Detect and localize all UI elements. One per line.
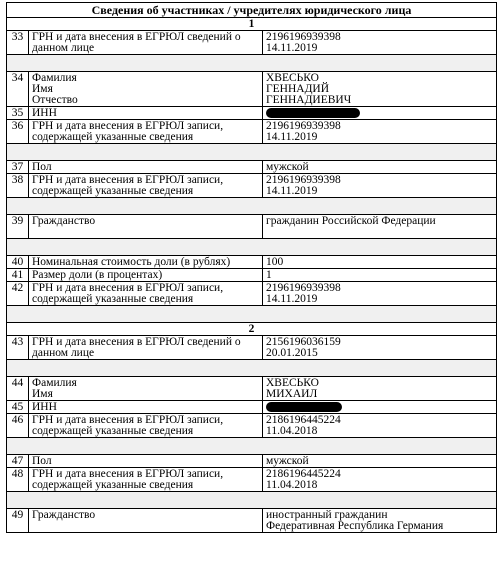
field-name-line: Гражданство — [32, 215, 96, 227]
row-number: 33 — [7, 31, 29, 55]
table-row — [7, 401, 497, 414]
field-name — [29, 120, 263, 144]
table-row — [7, 215, 497, 239]
field-name — [29, 401, 263, 414]
field-name — [29, 72, 263, 107]
field-value-line: 2196196939398 — [266, 174, 341, 186]
redaction-mark — [266, 402, 342, 412]
table-row — [7, 107, 497, 120]
field-value-line: 2196196939398 — [266, 282, 341, 294]
row-number: 34 — [7, 72, 29, 107]
table-row — [7, 282, 497, 306]
field-value-line: 2186196445224 — [266, 468, 341, 480]
field-name-line: ИНН — [32, 107, 57, 119]
row-number: 38 — [7, 174, 29, 198]
field-value — [263, 282, 497, 306]
field-name — [29, 455, 263, 468]
spacer-cell — [7, 438, 497, 455]
field-value — [263, 120, 497, 144]
field-name — [29, 107, 263, 120]
field-value-line: гражданин Российской Федерации — [266, 215, 436, 227]
field-value — [263, 401, 497, 414]
field-value — [263, 174, 497, 198]
field-value — [263, 414, 497, 438]
field-value-line: мужской — [266, 161, 309, 173]
table-row — [7, 256, 497, 269]
field-name — [29, 256, 263, 269]
field-value-line: 14.11.2019 — [266, 293, 318, 305]
row-number: 44 — [7, 377, 29, 401]
field-name-line: ГРН и дата внесения в ЕГРЮЛ записи, — [32, 282, 224, 294]
table-row — [7, 120, 497, 144]
row-separator — [7, 492, 497, 509]
spacer-cell — [7, 492, 497, 509]
field-name — [29, 377, 263, 401]
field-name — [29, 468, 263, 492]
table-row — [7, 336, 497, 360]
table-row — [7, 161, 497, 174]
field-value-line: 11.04.2018 — [266, 425, 318, 437]
table-row — [7, 31, 497, 55]
field-name — [29, 161, 263, 174]
row-separator — [7, 239, 497, 256]
field-name-line: содержащей указанные сведения — [32, 479, 194, 491]
field-name — [29, 282, 263, 306]
egrul-participants-document — [6, 2, 496, 533]
field-name-line: Фамилия — [32, 72, 77, 84]
row-separator — [7, 55, 497, 72]
field-value-line: МИХАИЛ — [266, 388, 318, 400]
field-name-line: ГРН и дата внесения в ЕГРЮЛ сведений о — [32, 336, 241, 348]
field-name-line: ГРН и дата внесения в ЕГРЮЛ сведений о — [32, 31, 241, 43]
participant-number-row — [7, 323, 497, 336]
field-name-line: данном лице — [32, 347, 95, 359]
field-name-line: Размер доли (в процентах) — [32, 269, 163, 281]
row-number: 43 — [7, 336, 29, 360]
field-value — [263, 72, 497, 107]
row-number: 49 — [7, 509, 29, 533]
field-value — [263, 455, 497, 468]
field-value-line: 2196196939398 — [266, 120, 341, 132]
spacer-cell — [7, 239, 497, 256]
row-number: 40 — [7, 256, 29, 269]
row-separator — [7, 438, 497, 455]
field-name-line: Фамилия — [32, 377, 77, 389]
spacer-cell — [7, 306, 497, 323]
field-value — [263, 107, 497, 120]
table-row — [7, 468, 497, 492]
field-name — [29, 269, 263, 282]
field-name — [29, 336, 263, 360]
row-number: 48 — [7, 468, 29, 492]
field-value-line: ХВЕСЬКО — [266, 377, 319, 389]
field-name-line: Пол — [32, 161, 52, 173]
field-value-line: 14.11.2019 — [266, 131, 318, 143]
spacer-cell — [7, 144, 497, 161]
field-name-line: содержащей указанные сведения — [32, 131, 194, 143]
field-value-line: мужской — [266, 455, 309, 467]
field-value — [263, 509, 497, 533]
participant-number: 1 — [7, 18, 497, 31]
field-value-line: 14.11.2019 — [266, 185, 318, 197]
field-value-line: 100 — [266, 256, 284, 268]
field-value — [263, 31, 497, 55]
field-name-line: содержащей указанные сведения — [32, 185, 194, 197]
participants-table — [6, 2, 497, 533]
field-name-line: ГРН и дата внесения в ЕГРЮЛ записи, — [32, 468, 224, 480]
row-number: 36 — [7, 120, 29, 144]
table-row — [7, 174, 497, 198]
field-name-line: Гражданство — [32, 509, 96, 521]
redaction-mark — [266, 108, 360, 118]
field-value-line: 1 — [266, 269, 272, 281]
field-name-line: Пол — [32, 455, 52, 467]
field-value-line: 14.11.2019 — [266, 42, 318, 54]
row-separator — [7, 144, 497, 161]
field-name-line: содержащей указанные сведения — [32, 425, 194, 437]
row-number: 47 — [7, 455, 29, 468]
row-number: 42 — [7, 282, 29, 306]
field-name-line: ИНН — [32, 401, 57, 413]
field-name-line: Имя — [32, 83, 53, 95]
table-header-row — [7, 3, 497, 18]
field-value — [263, 256, 497, 269]
field-name-line: Отчество — [32, 94, 78, 106]
spacer-cell — [7, 55, 497, 72]
row-number: 35 — [7, 107, 29, 120]
field-value — [263, 336, 497, 360]
row-number: 37 — [7, 161, 29, 174]
field-name — [29, 414, 263, 438]
field-name-line: данном лице — [32, 42, 95, 54]
field-name — [29, 215, 263, 239]
field-name-line: Имя — [32, 388, 53, 400]
table-row — [7, 414, 497, 438]
table-row — [7, 509, 497, 533]
row-separator — [7, 360, 497, 377]
field-value — [263, 377, 497, 401]
field-value-line: 2196196939398 — [266, 31, 341, 43]
field-name-line: содержащей указанные сведения — [32, 293, 194, 305]
field-name — [29, 174, 263, 198]
spacer-cell — [7, 360, 497, 377]
field-value-line: 2186196445224 — [266, 414, 341, 426]
field-value-line: ХВЕСЬКО — [266, 72, 319, 84]
table-row — [7, 269, 497, 282]
section-separator — [7, 306, 497, 323]
field-name-line: ГРН и дата внесения в ЕГРЮЛ записи, — [32, 414, 224, 426]
row-number: 41 — [7, 269, 29, 282]
field-value — [263, 269, 497, 282]
field-value-line: иностранный гражданин — [266, 509, 388, 521]
spacer-cell — [7, 198, 497, 215]
table-header: Сведения об участниках / учредителях юридического лица — [7, 3, 497, 18]
row-separator — [7, 198, 497, 215]
field-value-line: 2156196036159 — [266, 336, 341, 348]
table-row — [7, 72, 497, 107]
row-number: 39 — [7, 215, 29, 239]
field-name — [29, 509, 263, 533]
field-value-line: ГЕННАДИЙ — [266, 83, 330, 95]
field-name-line: ГРН и дата внесения в ЕГРЮЛ записи, — [32, 120, 224, 132]
field-value — [263, 215, 497, 239]
table-row — [7, 455, 497, 468]
participant-number-row — [7, 18, 497, 31]
field-name-line: ГРН и дата внесения в ЕГРЮЛ записи, — [32, 174, 224, 186]
participants-table-body — [7, 3, 497, 533]
row-number: 46 — [7, 414, 29, 438]
field-value-line: 11.04.2018 — [266, 479, 318, 491]
table-row — [7, 377, 497, 401]
field-value — [263, 161, 497, 174]
field-value-line: Федеративная Республика Германия — [266, 520, 444, 532]
participant-number: 2 — [7, 323, 497, 336]
field-name — [29, 31, 263, 55]
field-value-line: 20.01.2015 — [266, 347, 318, 359]
row-number: 45 — [7, 401, 29, 414]
field-value-line: ГЕННАДИЕВИЧ — [266, 94, 352, 106]
field-value — [263, 468, 497, 492]
field-name-line: Номинальная стоимость доли (в рублях) — [32, 256, 231, 268]
